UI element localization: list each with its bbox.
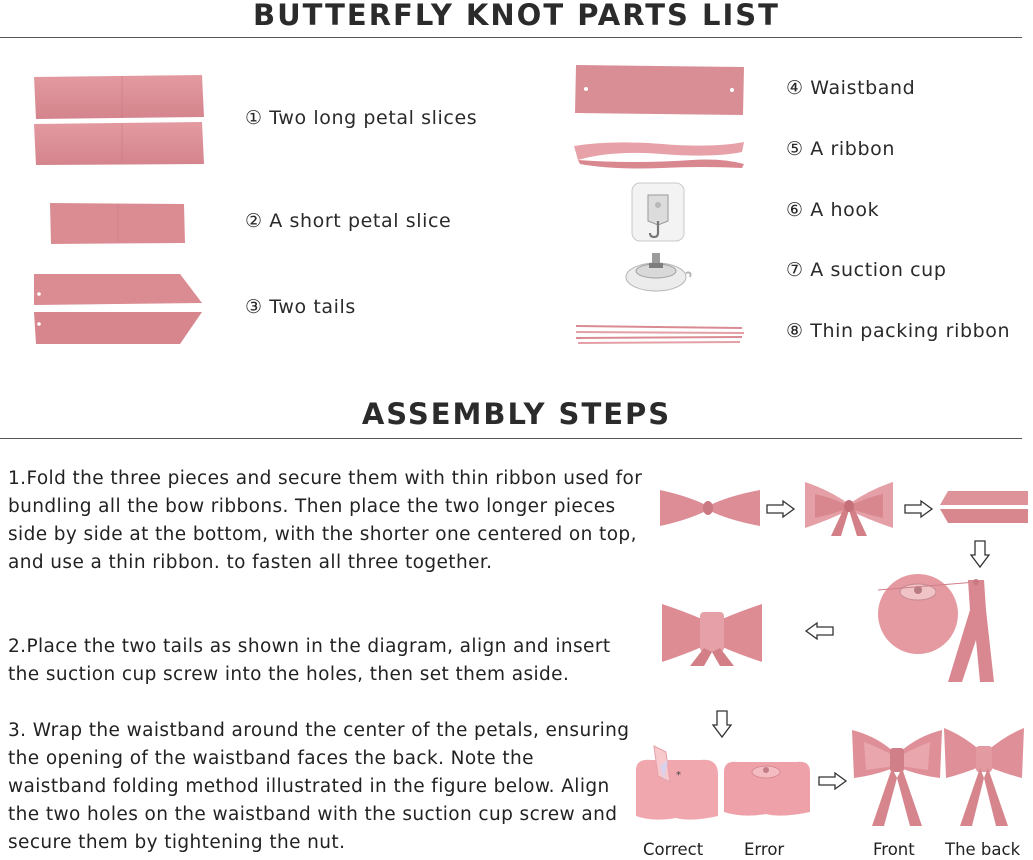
- caption-error: Error: [744, 840, 785, 859]
- assembly-step-3: 3. Wrap the waistband around the center of the petals, ensuring the opening of the waistband faces the back. Note the waistband folding method illustrated in the figure below. Align the two holes on the waistband with the suction cup screw and secure them by tightening the nut.: [8, 720, 630, 853]
- thin-packing-ribbon-image: [572, 322, 748, 348]
- waistband-image: [572, 63, 747, 119]
- arrow-right-icon: [904, 500, 934, 518]
- assembly-step-2: 2.Place the two tails as shown in the diagram, align and insert the suction cup screw into the holes, then set them aside.: [8, 636, 611, 685]
- arrow-right-icon: [766, 500, 796, 518]
- caption-correct: Correct: [643, 840, 704, 859]
- caption-front: Front: [873, 840, 915, 859]
- parts-list-title: BUTTERFLY KNOT PARTS LIST: [253, 0, 780, 32]
- tails-image: [30, 272, 210, 348]
- tails-with-suction-cup-image: [876, 570, 1016, 688]
- part-label-suction-cup: ⑦ A suction cup: [786, 259, 947, 281]
- arrow-down-icon: [712, 710, 732, 738]
- svg-text:*: *: [676, 770, 681, 781]
- short-petal-slice-image: [48, 201, 188, 246]
- ribbon-image: [572, 138, 748, 170]
- suction-cup-image: [622, 249, 694, 295]
- folded-tails-image: [938, 489, 1030, 527]
- assembly-step-1: 1.Fold the three pieces and secure them with thin ribbon used for bundling all the bow ribbons. Then place the two longer pieces side by side at the bottom, with the shorter one centered on top, and use a thin ribbon. to fasten all three together.: [8, 468, 643, 573]
- caption-the-back: The back: [945, 840, 1021, 859]
- hook-image: [630, 181, 686, 243]
- long-petal-slices-image: [30, 72, 210, 167]
- error-fold-image: [720, 756, 812, 822]
- part-label-thin-ribbon: ⑧ Thin packing ribbon: [786, 320, 1011, 342]
- arrow-left-icon: [804, 622, 834, 640]
- part-label-short-petal: ② A short petal slice: [245, 210, 452, 232]
- part-label-tails: ③ Two tails: [245, 296, 356, 318]
- arrow-down-icon: [970, 540, 990, 568]
- part-label-ribbon: ⑤ A ribbon: [786, 138, 895, 160]
- part-label-hook: ⑥ A hook: [786, 199, 880, 221]
- wrapped-waistband-image: [660, 598, 764, 668]
- pinched-bow-image: [658, 486, 762, 530]
- finished-bow-back-image: [942, 722, 1026, 828]
- assembly-steps-title: ASSEMBLY STEPS: [361, 397, 672, 431]
- parts-title-divider: [0, 37, 1022, 38]
- assembly-title-divider: [0, 438, 1022, 439]
- correct-fold-image: [632, 742, 720, 824]
- part-label-waistband: ④ Waistband: [786, 77, 916, 99]
- arrow-right-icon: [818, 772, 848, 790]
- part-label-long-petals: ① Two long petal slices: [245, 107, 478, 129]
- stacked-bow-image: [801, 476, 897, 538]
- finished-bow-front-image: [850, 722, 944, 828]
